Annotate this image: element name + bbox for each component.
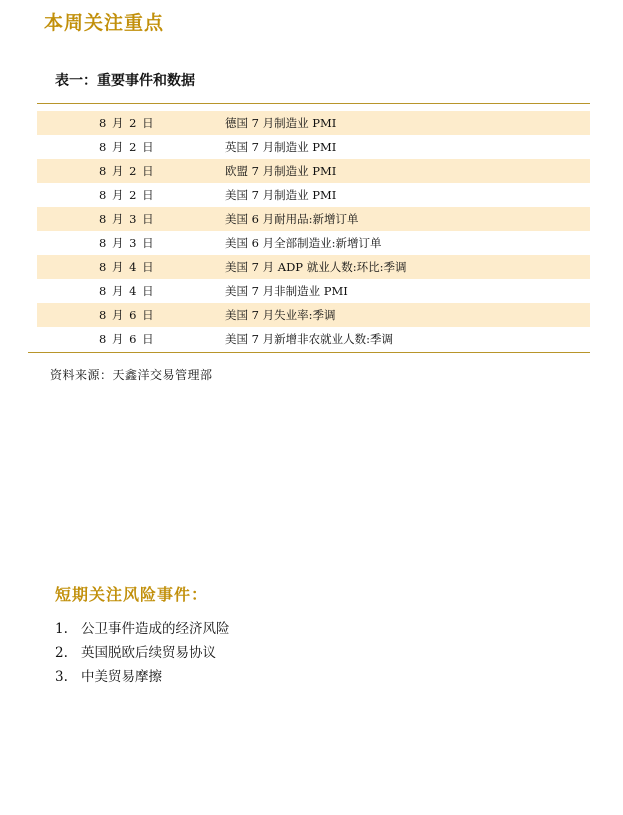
table-row: [37, 159, 590, 183]
table-top-rule: [37, 103, 590, 104]
list-item: [55, 619, 230, 643]
row-date: 8 月 3 日: [99, 236, 155, 250]
table-row: [37, 111, 590, 135]
table-row: [37, 231, 590, 255]
row-event: 德国 7 月制造业 PMI: [225, 116, 337, 130]
table-row: [37, 327, 590, 351]
row-date: 8 月 4 日: [99, 284, 155, 298]
row-date: 8 月 4 日: [99, 260, 155, 274]
table-bottom-rule: [28, 352, 590, 353]
table-row: [37, 183, 590, 207]
table-source: 资料来源：天鑫洋交易管理部: [50, 368, 213, 382]
list-item: [55, 667, 230, 691]
list-item-text: 中美贸易摩擦: [81, 669, 162, 685]
risk-list: [55, 619, 230, 691]
page-title: 本周关注重点: [44, 12, 165, 34]
list-item-text: 英国脱欧后续贸易协议: [81, 645, 216, 661]
risk-section-title: 短期关注风险事件：: [55, 585, 209, 604]
row-event: 美国 7 月新增非农就业人数:季调: [225, 332, 394, 346]
table-row: [37, 303, 590, 327]
row-date: 8 月 2 日: [99, 140, 155, 154]
list-item-number: 2.: [55, 645, 68, 661]
row-date: 8 月 6 日: [99, 308, 155, 322]
table-row: [37, 207, 590, 231]
list-item-number: 3.: [55, 669, 68, 685]
table-row: [37, 279, 590, 303]
row-event: 美国 7 月非制造业 PMI: [225, 284, 348, 298]
events-table: [37, 111, 590, 351]
list-item: [55, 643, 230, 667]
table-caption: 表一：重要事件和数据: [55, 73, 195, 89]
row-event: 美国 6 月全部制造业:新增订单: [225, 236, 382, 250]
row-date: 8 月 3 日: [99, 212, 155, 226]
row-event: 欧盟 7 月制造业 PMI: [225, 164, 337, 178]
list-item-number: 1.: [55, 621, 68, 637]
row-event: 英国 7 月制造业 PMI: [225, 140, 337, 154]
row-date: 8 月 2 日: [99, 164, 155, 178]
table-row: [37, 255, 590, 279]
row-date: 8 月 2 日: [99, 188, 155, 202]
row-event: 美国 7 月失业率:季调: [225, 308, 336, 322]
list-item-text: 公卫事件造成的经济风险: [81, 621, 230, 637]
row-event: 美国 7 月制造业 PMI: [225, 188, 337, 202]
row-event: 美国 6 月耐用品:新增订单: [225, 212, 359, 226]
row-date: 8 月 2 日: [99, 116, 155, 130]
row-event: 美国 7 月 ADP 就业人数:环比:季调: [225, 260, 407, 274]
row-date: 8 月 6 日: [99, 332, 155, 346]
table-row: [37, 135, 590, 159]
